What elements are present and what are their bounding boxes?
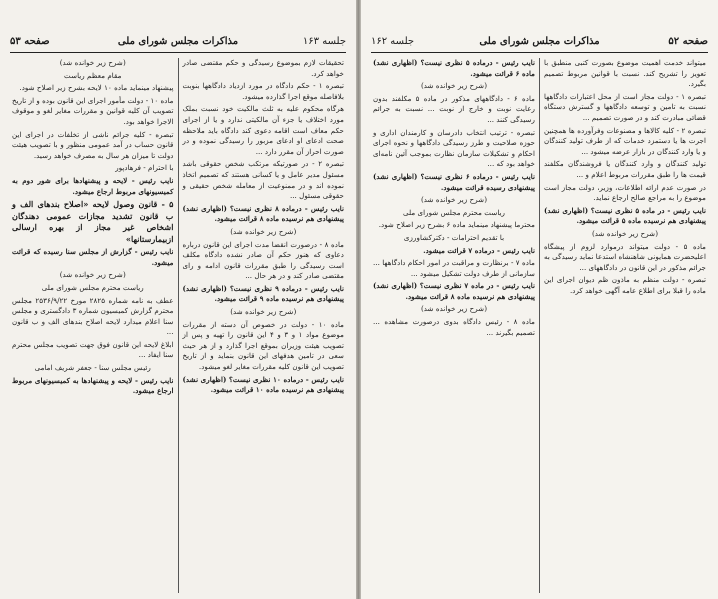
speaker-line: نایب رئیس - درماده ۵ نظری نیست؟ (اظهاری نشد) ماده ۶ قرائت میشود. bbox=[373, 58, 535, 78]
paragraph: در صورت عدم ارائه اطلاعات، وزیر، دولت مجاز است موضوع را به مراجع صالح ارجاع نماید. bbox=[544, 182, 706, 203]
read-note: (شرح زیر خوانده شد) bbox=[420, 304, 487, 314]
left-page-left-column bbox=[8, 58, 179, 593]
signature-line: با احترام - فرهادپور bbox=[115, 163, 174, 173]
signature-line: رئیس مجلس سنا - جعفر شریف امامی bbox=[34, 363, 151, 373]
paragraph: ابلاغ لایحه این قانون فوق جهت تصویب مجلس محترم سنا ایفاد ... bbox=[12, 339, 174, 360]
right-session-label: جلسه ۱۶۲ bbox=[371, 36, 415, 47]
read-note: (شرح زیر خوانده شد) bbox=[230, 307, 297, 317]
read-note: (شرح زیر خوانده شد) bbox=[420, 195, 487, 205]
speaker-line: نایب رئیس - لایحه و پیشنهادها برای شور دوم به کمیسیونهای مربوط ارجاع میشود. bbox=[12, 175, 174, 196]
read-note: (شرح زیر خوانده شد) bbox=[420, 81, 487, 91]
paragraph: تبصره ۲ - کلیه کالاها و مصنوعات وفرآورده ها همچنین اجرت ها یا دستمزد خدمات که از طرف تولید کنندگان و یا وارد کنندگان در بازار عرضه میشود ... bbox=[544, 125, 706, 156]
salutation: مقام معظم ریاست bbox=[64, 70, 122, 80]
speaker-line: نایب رئیس - درماده ۸ نظری نیست؟ (اظهاری نشد) پیشنهادی هم نرسیده ماده ۸ قرائت میشود. bbox=[182, 203, 344, 224]
right-journal-title: مذاکرات مجلس شورای ملی bbox=[479, 36, 600, 47]
read-note: (شرح زیر خوانده شد) bbox=[591, 228, 658, 238]
paragraph: ماده ۸ - درصورت انقضا مدت اجرای این قانون درباره دعاوی که هنوز حکم آن صادر نشده دادگاه مکلف است رسیدگی را طبق مقررات قانون ادامه و رای مقتضی صادر کند و در هر حال ... bbox=[182, 239, 344, 281]
speaker-line: نایب رئیس - لایحه و پیشنهادها به کمیسیونهای مربوط ارجاع میشود. bbox=[12, 375, 174, 396]
right-page-left-column bbox=[369, 58, 540, 593]
salutation: ریاست محترم مجلس شورای ملی bbox=[402, 207, 506, 217]
right-page-columns bbox=[369, 58, 710, 593]
read-note: (شرح زیر خوانده شد) bbox=[59, 270, 126, 280]
paragraph: ماده ۱۰ - دولت در خصوص آن دسته از مقررات موضوع مواد ۱ و ۳ و ۴ این قانون را تهیه و پس از تصویب هیئت وزیران بموقع اجرا گذارد و از هر حیث سعی در تامین هدفهای این قانون بنماید و از تاریخ تصویب این قانون کلیه مقررات مغایر لغو میشود. bbox=[182, 319, 344, 372]
speaker-line: نایب رئیس - درماده ۱۰ نظری نیست؟ (اظهاری نشد) پیشنهادی هم نرسیده ماده ۱۰ قرائت میشود. bbox=[182, 374, 344, 395]
paragraph: محترما پیشنهاد مینماید ماده ۶ بشرح زیر اصلاح شود. bbox=[378, 220, 535, 230]
salutation: ریاست محترم مجلس شورای ملی bbox=[41, 282, 144, 292]
paragraph: تبصره ۲ - در صورتیکه مرتکب شخص حقوقی باشد مسئول مدیر عامل و یا کسانی هستند که تصمیم اتخاذ نموده اند و در ممنوعیت از معامله شخص حقیقی و حقوقی مسئول ... bbox=[182, 159, 345, 201]
right-page-number: صفحه ۵۲ bbox=[668, 36, 708, 47]
left-page-right-column bbox=[179, 58, 349, 593]
paragraph: تبصره ۱ - حکم دادگاه در مورد ازدیاد دادگاهها بنوبت بلافاصله موقع اجرا گذارده میشود. bbox=[182, 81, 344, 101]
paragraph: ماده ۶ - دادگاههای مذکور در ماده ۵ مکلفند بدون رعایت نوبت و خارج از نوبت ... نسبت به جرائم رسیدگی کنند ... bbox=[373, 93, 535, 124]
paragraph: عطف به نامه شماره ۲۸۲۵ مورخ ۲۵۳۶/۹/۲۲ مجلس محترم گزارش کمیسیون شماره ۳ دادگستری و مجلس سنا اعلام میدارد لایحه اصلاح بندهای الف و ب قانون ... bbox=[12, 295, 174, 337]
paragraph: تبصره - ترتیب انتخاب دادرسان و کارمندان اداری و حوزه صلاحیت و طرز رسیدگی دادگاهها و نحوه اجرای احکام و تشکیلات سازمان نظارت بموجب آئین نامه‌ای خواهد بود که ... bbox=[373, 127, 535, 169]
left-page bbox=[0, 0, 356, 599]
paragraph: هرگاه محکوم علیه به ثلث مالکیت خود نسبت بملک مورد اختلاف یا جزء آن مالکیتی ندارد و یا از اجرای حکم معاف است اقامه دعوی کند دادگاه باید ملاحظه صحت ادعای او ادعای مزبور را رسیدگی نموده و در صورت احراز آن مقرر دارد ... bbox=[182, 104, 344, 156]
paragraph: ماده ۷ - برنظارت و مراقبت در امور احکام دادگاهها ... سازمانی از طرف دولت تشکیل میشود ... bbox=[373, 258, 536, 278]
paragraph: تبصره ۱ - دولت مجاز است از محل اعتبارات دادگاهها نسبت به تامین و توسعه دادگاهها و گسترش دستگاه قضائی مبادرت کند و در صورت تصمیم ... bbox=[544, 91, 706, 122]
paragraph: تبصره - کلیه جرائم ناشی از تخلفات در اجرای این قانون حساب در آمد عمومی منظور و با تصویب هیئت دولت تا میزان هر سال به مصرف خواهد رسید. bbox=[12, 129, 174, 160]
speaker-line: نایب رئیس - در ماده ۷ نظری نیست؟ (اظهاری نشد) پیشنهادی هم نرسیده ماده ۸ قرائت میشود. bbox=[373, 281, 535, 301]
paragraph: ماده ۸ - رئیس دادگاه بدوی درصورت مشاهده ... تصمیم بگیرند ... bbox=[373, 317, 535, 337]
right-page-right-column bbox=[540, 58, 710, 593]
section-heading: ۵ - قانون وصول لایحه «اصلاح بندهای الف و ب قانون تشدید مجازات عمومی دهندگان اشخاص غیر مجاز از بهره ارسالی ازبیمارستانها» bbox=[12, 199, 174, 244]
speaker-line: نایب رئیس - گزارش از مجلس سنا رسیده که قرائت میشود. bbox=[12, 247, 174, 267]
left-page-columns bbox=[8, 58, 348, 593]
read-note: (شرح زیر خوانده شد) bbox=[59, 58, 126, 67]
speaker-line: نایب رئیس - درماده ۷ قرائت میشود. bbox=[423, 245, 535, 255]
left-page-number: صفحه ۵۳ bbox=[10, 36, 50, 47]
left-page-header bbox=[10, 36, 346, 53]
paragraph: میتواند خدمت اهمیت موضوع بصورت کتبی منطبق با تعویز را تشریح کند. نسبت با قوانین مربوط تصمیم بگیرد. bbox=[544, 58, 706, 89]
paragraph: تحقیقات لازم بموضوع رسیدگی و حکم مقتضی صادر خواهد کرد. bbox=[182, 58, 344, 78]
paragraph: تبصره - دولت منظم به ماذون ظم دیوان اجرای این ماده را قبلا برای اطلاع عامه آگهی خواهد کرد. bbox=[544, 275, 706, 295]
right-page bbox=[361, 0, 718, 599]
left-session-label: جلسه ۱۶۳ bbox=[302, 36, 346, 47]
speaker-line: نایب رئیس - درماده ۶ نظری نیست؟ (اظهاری نشد) پیشنهادی رسیده قرائت میشود. bbox=[373, 171, 535, 192]
right-page-header bbox=[371, 36, 708, 53]
paragraph: ماده ۱۰ - دولت مأمور اجرای این قانون بوده و از تاریخ تصویب آن کلیه قوانین و مقررات مغایر لغو و موقوف الاجرا خواهد بود. bbox=[12, 95, 174, 126]
paragraph: تولید کنندگان و وارد کنندگان یا فروشندگان مکلفند قیمت ها را طبق مقررات مربوط اعلام و ... bbox=[544, 159, 706, 179]
paragraph: ماده ۵ - دولت میتواند درموارد لزوم از پیشگاه اعلیحضرت همایونی شاهنشاه استدعا نماید رسیدگی به جرائم مذکور در این قانون در دادگاههای ... bbox=[544, 241, 706, 272]
signature-line: با تقدیم احترامات - دکترکشاورزی bbox=[403, 232, 505, 242]
paragraph: پیشنهاد مینماید ماده ۱۰ لایحه بشرح زیر اصلاح شود. bbox=[19, 83, 174, 93]
read-note: (شرح زیر خوانده شد) bbox=[230, 226, 297, 236]
speaker-line: نایب رئیس - درماده ۹ نظری نیست؟ (اظهاری نشد) پیشنهادی هم نرسیده ماده ۹ قرائت میشود. bbox=[182, 283, 344, 304]
left-journal-title: مذاکرات مجلس شورای ملی bbox=[117, 36, 239, 47]
speaker-line: نایب رئیس - در ماده ۵ نظری نیست؟ (اظهاری نشد) پیشنهادی هم نرسیده ماده ۵ قرائت میشود. bbox=[544, 205, 706, 226]
